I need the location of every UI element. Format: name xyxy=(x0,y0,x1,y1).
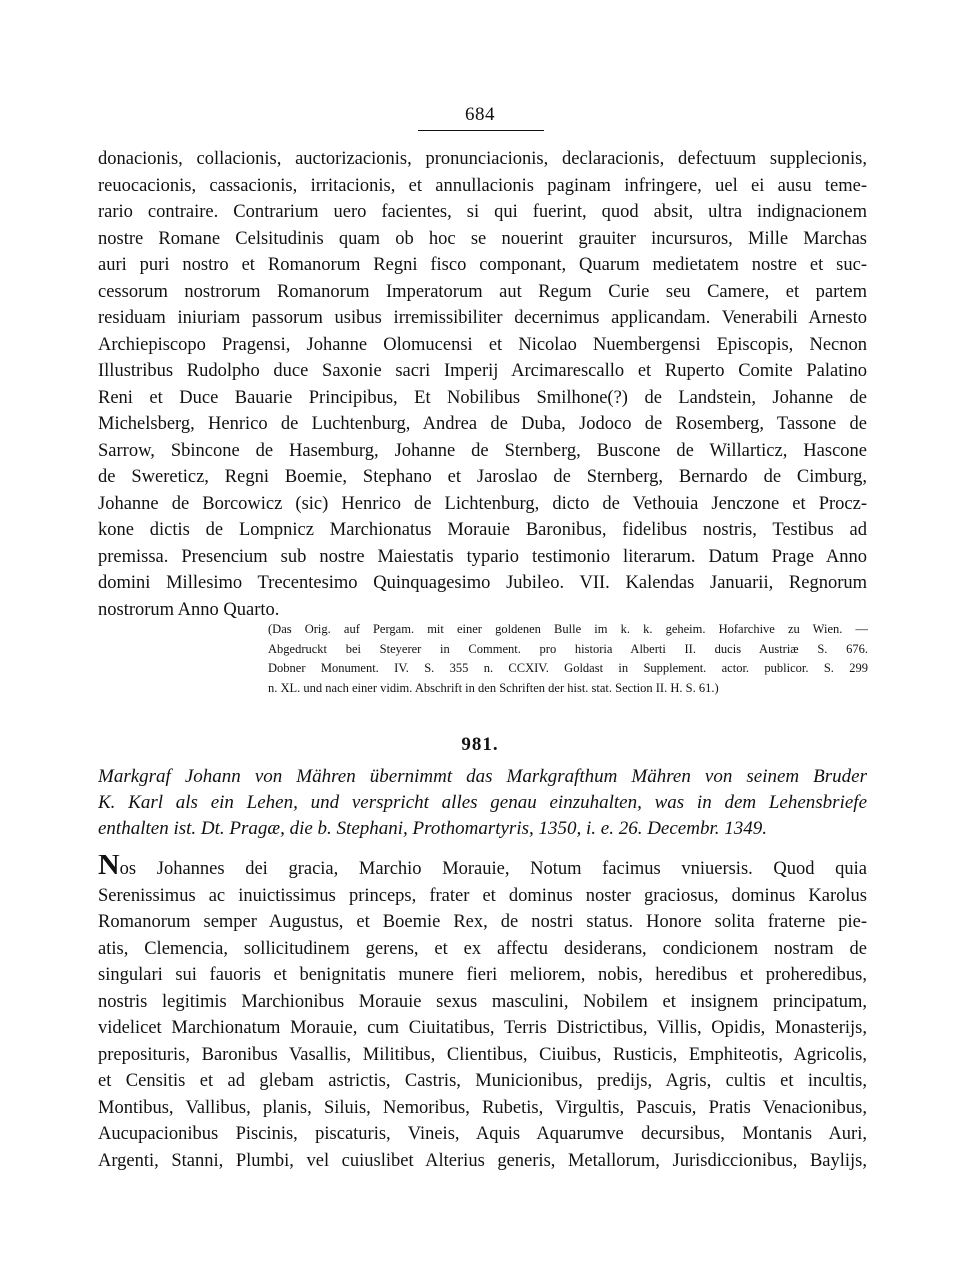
page-number: 684 xyxy=(465,104,495,125)
heading-line: Markgraf Johann von Mähren übernimmt das Markgrafthum Mähren von seinem Bruder xyxy=(98,766,867,787)
heading-line: enthalten ist. Dt. Pragæ, die b. Stephani, Prothomartyris, 1350, i. e. 26. Decembr. 1349. xyxy=(98,818,767,839)
note-line: n. XL. und nach einer vidim. Abschrift in den Schriften der hist. stat. Section II. H. S. 61.) xyxy=(268,680,719,695)
text-line: kone dictis de Lompnicz Marchionatus Morauie Baronibus, fidelibus nostris, Testibus ad xyxy=(98,520,867,540)
text-line: de Swereticz, Regni Boemie, Stephano et Jaroslao de Sternberg, Bernardo de Cimburg, xyxy=(98,467,867,487)
paragraph-2-first-line xyxy=(98,855,867,883)
text-line: Archiepiscopo Pragensi, Johanne Olomucensi et Nicolao Nuembergensi Episcopis, Necnon xyxy=(98,334,867,355)
text-line: nostris legitimis Marchionibus Morauie sexus masculini, Nobilem et insignem principatum, xyxy=(98,991,867,1012)
charter-text-981 xyxy=(98,855,867,1174)
paragraph-2 xyxy=(98,855,867,1174)
page-number-rule xyxy=(418,130,544,131)
text-line: atis, Clemencia, sollicitudinem gerens, et ex affectu desiderans, condicionem nostram de xyxy=(98,938,867,959)
document-number: 981. xyxy=(461,734,499,755)
text-line: et Censitis et ad glebam astrictis, Castris, Municionibus, predijs, Agris, cultis et incultis, xyxy=(98,1071,867,1091)
text-line: Sarrow, Sbincone de Hasemburg, Johanne de Sternberg, Buscone de Willarticz, Hascone xyxy=(98,440,867,461)
text-line: singulari sui fauoris et benignitatis munere fieri meliorem, nobis, heredibus et proheredibus, xyxy=(98,965,867,985)
text-line: nostre Romane Celsitudinis quam ob hoc se nouerint grauiter incursuros, Mille Marchas xyxy=(98,228,867,249)
text-line: reuocacionis, cassacionis, irritacionis, et annullacionis paginam infringere, uel ei ausu teme- xyxy=(98,175,867,196)
note-line: Abgedruckt bei Steyerer in Comment. pro historia Alberti II. ducis Austriæ S. 676. xyxy=(268,641,868,656)
text-line: Serenissimus ac inuictissimus princeps, frater et dominus noster graciosus, dominus Karolus xyxy=(98,885,867,906)
text-line: residuam iniuriam passorum usibus irremissibiliter decernimus applicandam. Venerabili Arnesto xyxy=(98,308,867,328)
text-line: rario contraire. Contrarium uero facientes, si qui fuerint, quod absit, ultra indignacionem xyxy=(98,202,867,222)
text-line: premissa. Presencium sub nostre Maiestatis typario testimonio literarum. Datum Prage Anno xyxy=(98,546,867,567)
text-line: Johanne de Borcowicz (sic) Henrico de Lichtenburg, dicto de Vethouia Jenczone et Procz- xyxy=(98,493,867,514)
text-line: videlicet Marchionatum Morauie, cum Ciuitatibus, Terris Districtibus, Villis, Opidis, Monasterijs, xyxy=(98,1018,867,1038)
text-line: Reni et Duce Bauarie Principibus, Et Nobilibus Smilhone(?) de Landstein, Johanne de xyxy=(98,387,867,408)
heading-line: K. Karl als ein Lehen, und verspricht alles genau einzuhalten, was in dem Lehensbriefe xyxy=(98,792,867,813)
text-line: Aucupacionibus Piscinis, piscaturis, Vineis, Aquis Aquarumve decursibus, Montanis Auri, xyxy=(98,1124,867,1144)
source-note xyxy=(268,620,868,698)
document-heading xyxy=(98,764,867,842)
text-line: Romanorum semper Augustus, et Boemie Rex, de nostri status. Honore solita fraterne pie- xyxy=(98,912,867,932)
text-line: prepositurіs, Baronibus Vasallis, Militibus, Clientibus, Ciuibus, Rusticis, Emphiteotis, Agricolis, xyxy=(98,1044,867,1065)
note-line: (Das Orig. auf Pergam. mit einer goldenen Bulle im k. k. geheim. Hofarchive zu Wien. — xyxy=(268,622,868,636)
text-line: cessorum nostrorum Romanorum Imperatorum aut Regum Curie seu Camere, et partem xyxy=(98,281,867,302)
text-line: Illustribus Rudolpho duce Saxonie sacri Imperij Arcimarescallo et Ruperto Comite Palatino xyxy=(98,361,867,381)
continued-charter-text xyxy=(98,146,867,623)
paragraph-1 xyxy=(98,146,867,623)
text-line: nostrorum Anno Quarto. xyxy=(98,599,280,620)
first-line-text: os Johannes dei gracia, Marchio Morauie, Notum facimus vniuersis. Quod quia xyxy=(119,859,867,879)
text-line: donacionis, collacionis, auctorizacionis, pronunciacionis, declaracionis, defectuum supplecionis, xyxy=(98,149,867,169)
source-note-lines xyxy=(268,620,868,698)
text-line: Montibus, Vallibus, planis, Siluis, Nemoribus, Rubetis, Virgultis, Pascuis, Pratis Venacionibus, xyxy=(98,1097,867,1118)
text-line: auri puri nostro et Romanorum Regni fisco componant, Quarum medietatem nostre et suc- xyxy=(98,255,867,275)
text-line: Michelsberg, Henrico de Luchtenburg, Andrea de Duba, Jodoco de Rosemberg, Tassone de xyxy=(98,414,867,434)
note-line: Dobner Monument. IV. S. 355 n. CCXIV. Goldast in Supplement. actor. publicor. S. 299 xyxy=(268,661,868,675)
text-line: Argenti, Stanni, Plumbi, vel cuiuslibet Alterius generis, Metallorum, Jurisdiccionibus, Baylijs, xyxy=(98,1150,867,1171)
text-line: domini Millesimo Trecentesimo Quinquagesimo Jubileo. VII. Kalendas Januarii, Regnorum xyxy=(98,573,867,593)
initial-letter: N xyxy=(98,855,120,881)
